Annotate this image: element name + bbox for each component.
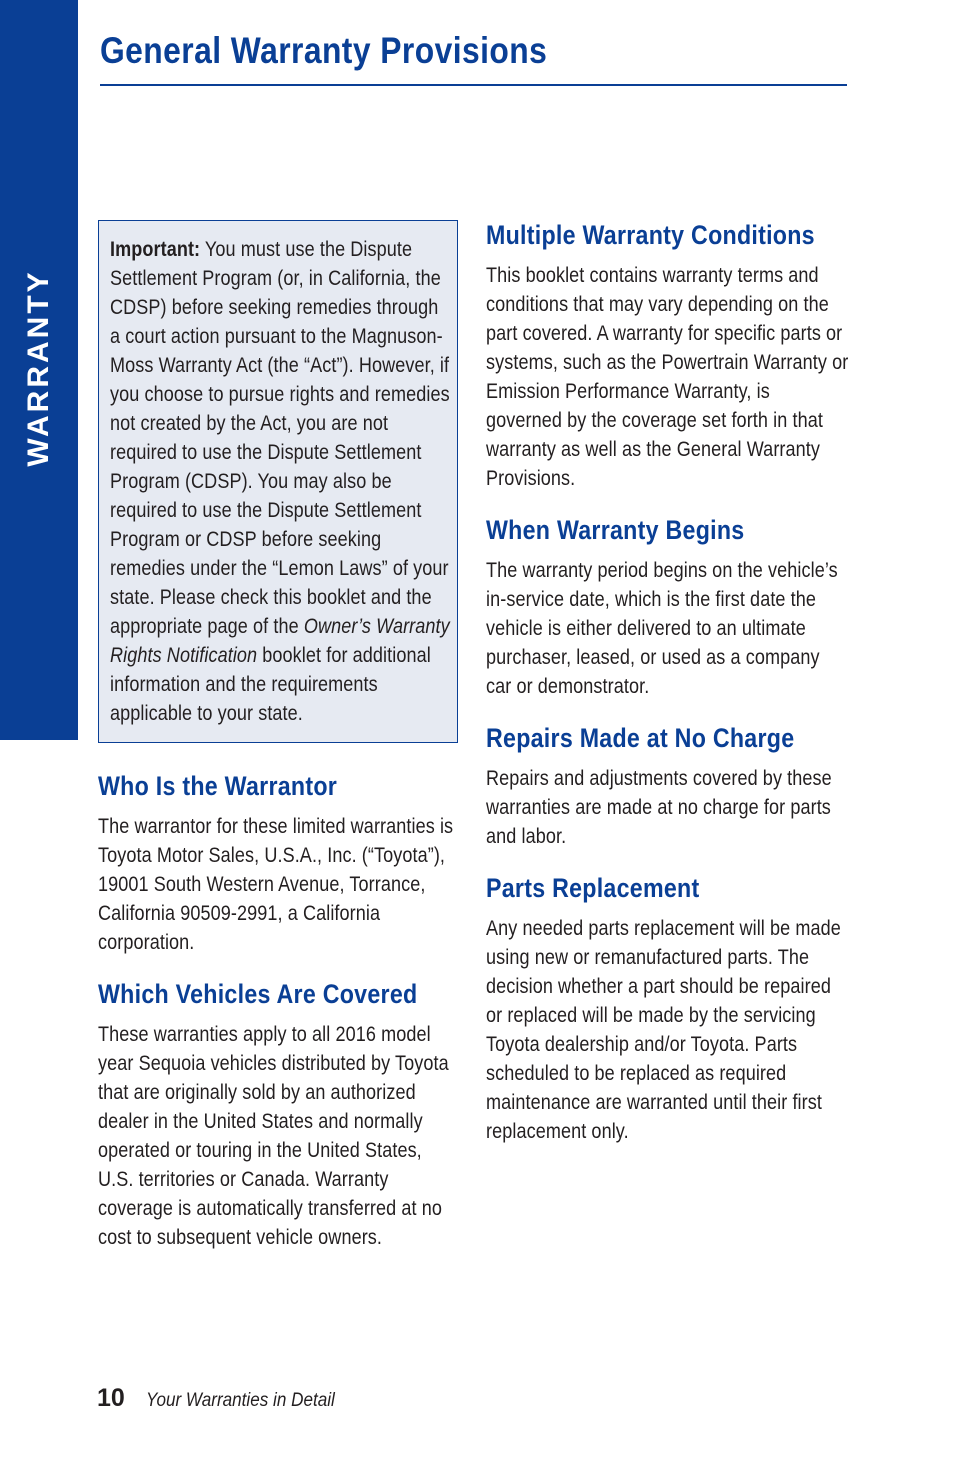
right-column: [486, 220, 850, 1146]
section-heading-multiple-conditions: Multiple Warranty Conditions: [486, 220, 815, 250]
section-heading-parts-replacement: Parts Replacement: [486, 873, 700, 903]
page-number: 10: [97, 1384, 125, 1412]
section-body-warranty-begins: The warranty period begins on the vehicle’s in-service date, which is the first date the vehicle is either delivered to an ultimate purchaser, leased, or used as a company car or demonstrator.: [486, 559, 838, 698]
important-italic-title: Owner’s Warranty Rights Notification: [110, 615, 450, 667]
side-tab: [0, 0, 78, 740]
important-text-after: booklet for additional information and the requirements applicable to your state.: [110, 644, 431, 725]
section-heading-warrantor: Who Is the Warrantor: [98, 771, 338, 801]
section-body-vehicles: These warranties apply to all 2016 model year Sequoia vehicles distributed by Toyota that are originally sold by an authorized dealer in the United States and normally operated or touring in the United States, U.S. territories or Canada. Warranty coverage is automatically transferred at no cost to subsequent vehicle owners.: [98, 1023, 449, 1249]
important-label: Important:: [110, 238, 201, 261]
title-divider: [100, 84, 847, 86]
important-note-text: [110, 235, 450, 728]
important-note-box: [98, 220, 458, 743]
left-column: [98, 220, 458, 1252]
page-title: General Warranty Provisions: [100, 30, 548, 71]
section-body-no-charge: Repairs and adjustments covered by these warranties are made at no charge for parts and labor.: [486, 767, 832, 848]
footer-text: Your Warranties in Detail: [146, 1390, 335, 1411]
section-heading-vehicles: Which Vehicles Are Covered: [98, 979, 418, 1009]
important-text-before: You must use the Dispute Settlement Program (or, in California, the CDSP) before seeking remedies through a court action pursuant to the Magnuson-Moss Warranty Act (the “Act”). However, if you choose to pursue rights and remedies not created by the Act, you are not required to use the Dispute Settlement Program (CDSP). You may also be required to use the Dispute Settlement Program or CDSP before seeking remedies under the “Lemon Laws” of your state. Please check this booklet and the appropriate page of the: [110, 238, 450, 638]
side-tab-label: WARRANTY: [22, 269, 55, 467]
section-body-parts-replacement: Any needed parts replacement will be made using new or remanufactured parts. The decision whether a part should be repaired or replaced will be made by the servicing Toyota dealership and/or Toyota. Parts scheduled to be replaced as required maintenance are warranted until their first replacement only.: [486, 917, 841, 1143]
section-body-warrantor: The warrantor for these limited warranties is Toyota Motor Sales, U.S.A., Inc. (“Toyota”), 19001 South Western Avenue, Torrance, California 90509-2991, a California corporation.: [98, 815, 454, 954]
section-heading-warranty-begins: When Warranty Begins: [486, 515, 745, 545]
section-body-multiple-conditions: This booklet contains warranty terms and conditions that may vary depending on the part covered. A warranty for specific parts or systems, such as the Powertrain Warranty or Emission Performance Warranty, is governed by the coverage set forth in that warranty as well as the General Warranty Provisions.: [486, 264, 849, 490]
section-heading-no-charge: Repairs Made at No Charge: [486, 723, 795, 753]
